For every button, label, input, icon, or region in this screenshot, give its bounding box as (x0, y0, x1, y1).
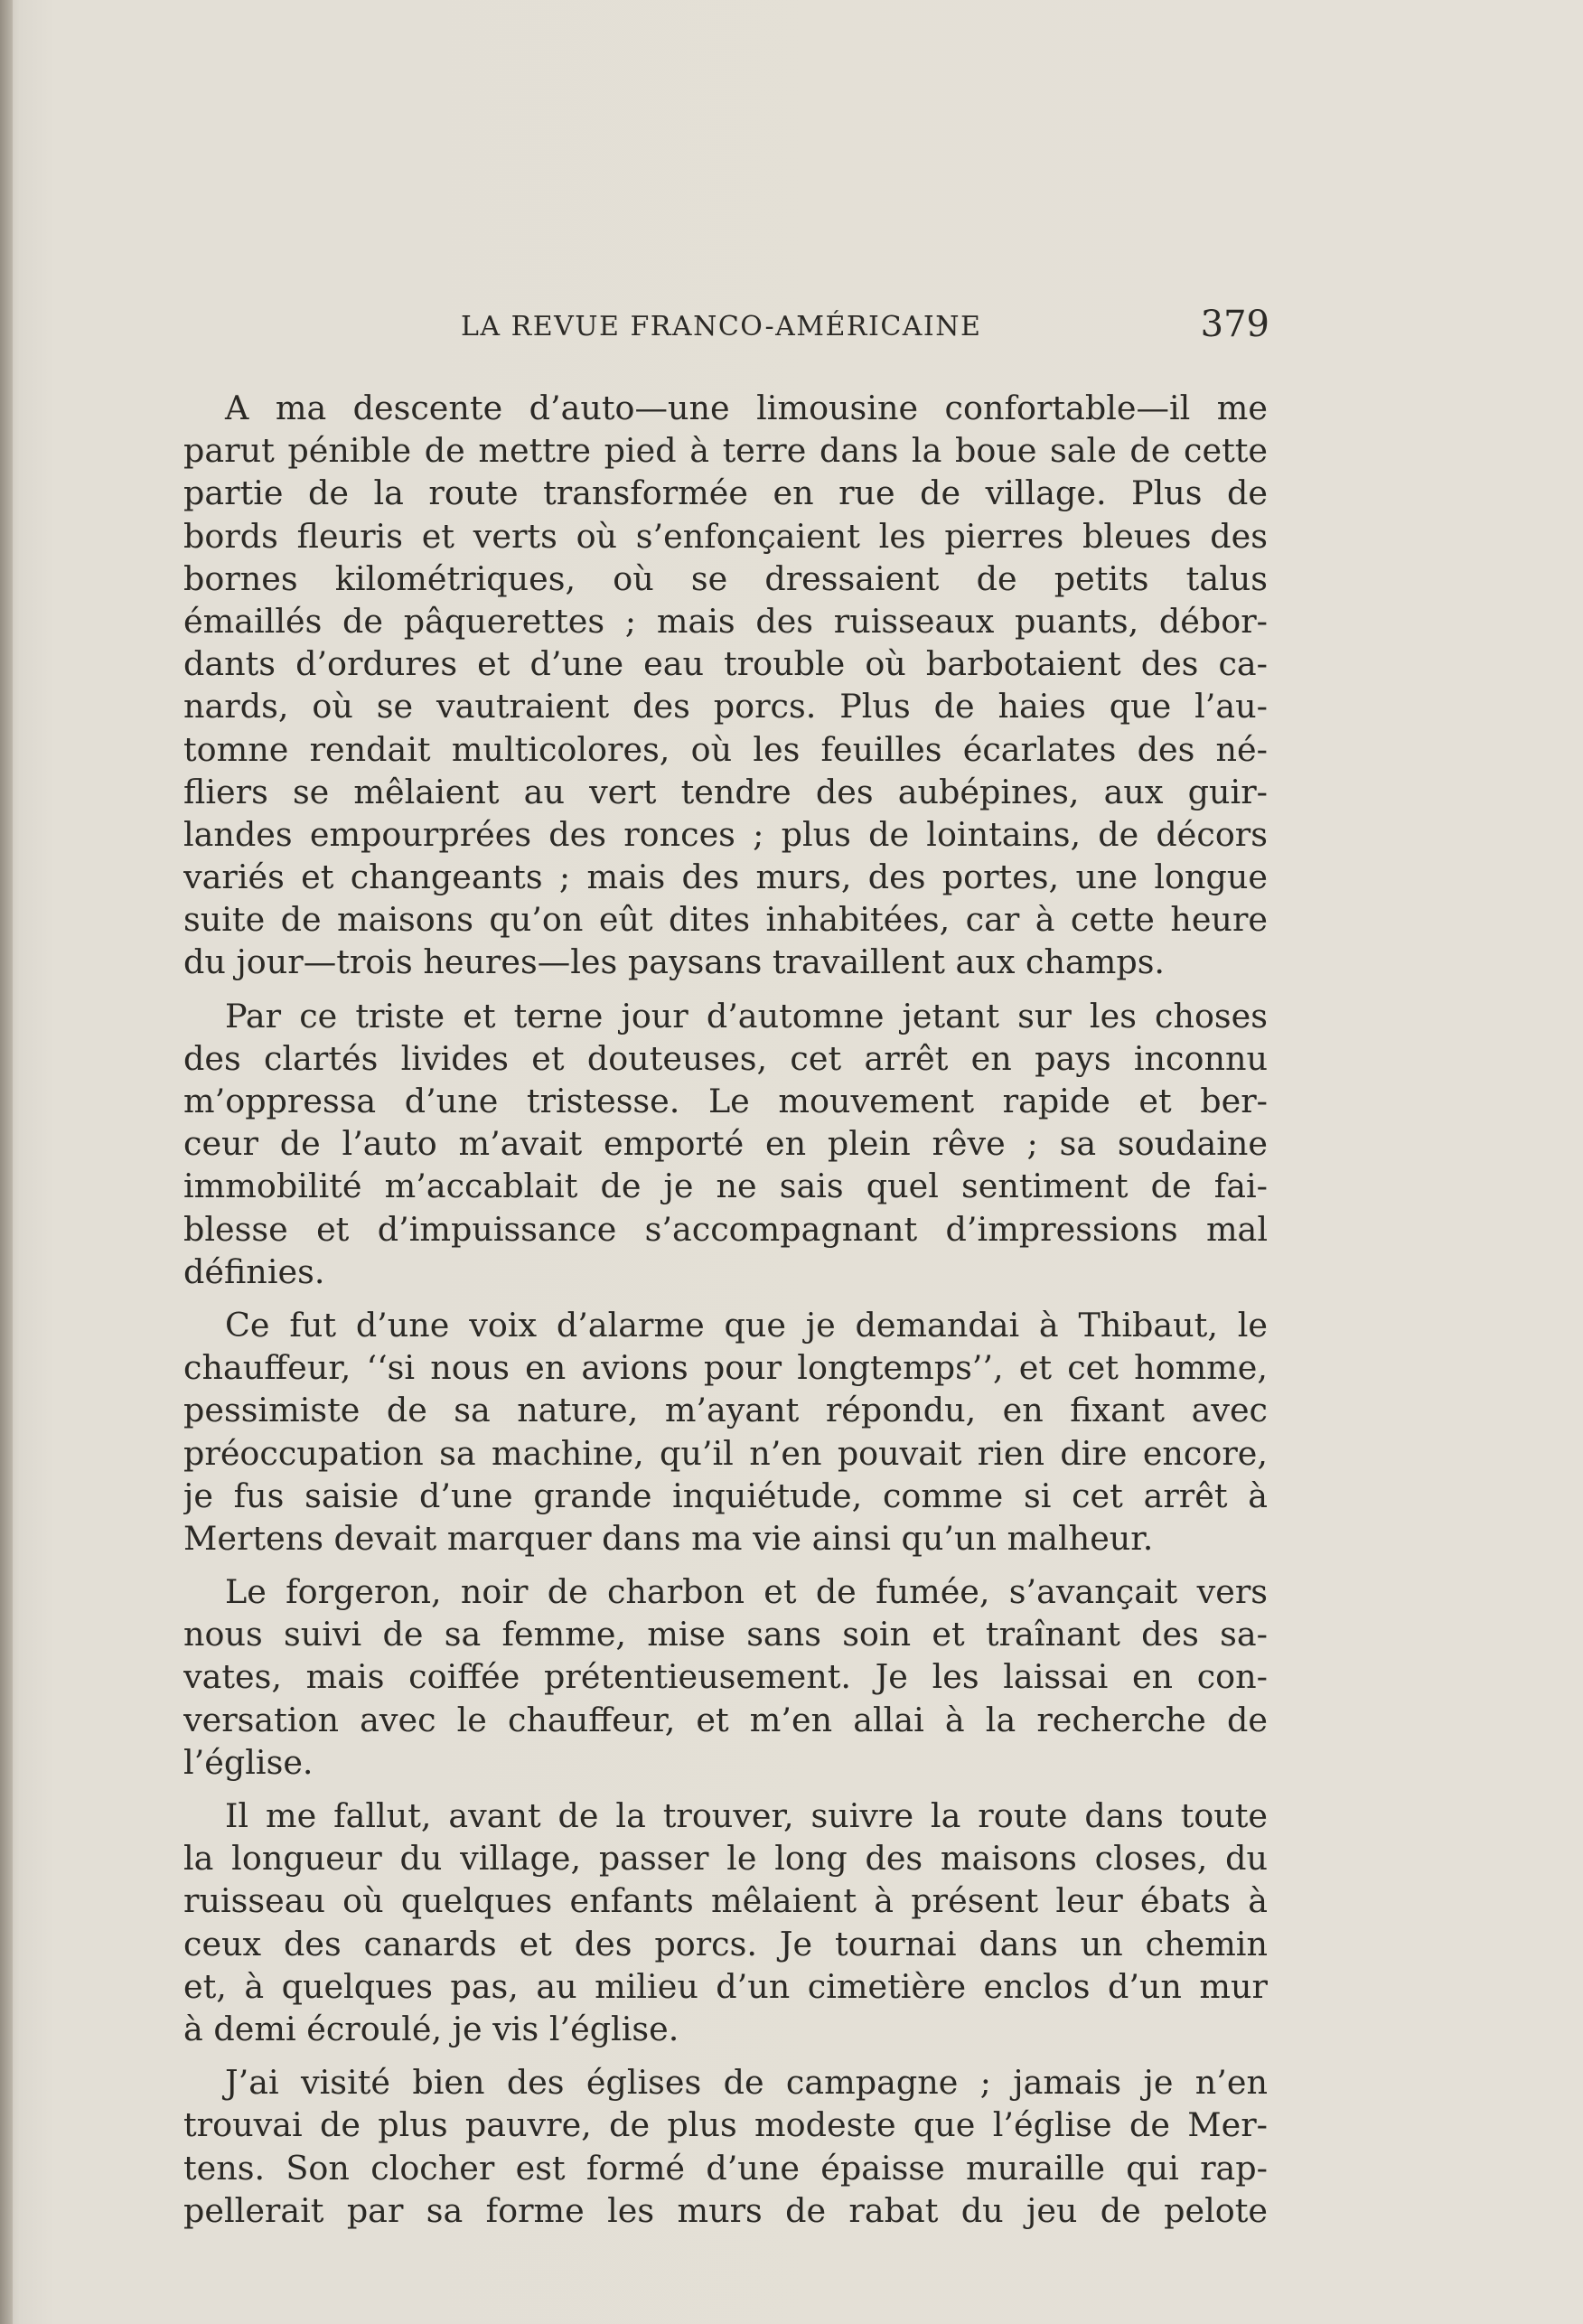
text-line: Ce fut d’une voix d’alarme que je demandai à Thibaut, le (225, 1305, 1268, 1345)
text-line: la longueur du village, passer le long des maisons closes, du (183, 1839, 1268, 1879)
text-line: ceur de l’auto m’avait emporté en plein rêve ; sa soudaine (183, 1124, 1268, 1164)
paragraph (183, 2061, 1268, 2232)
text-line: partie de la route transformée en rue de village. Plus de (183, 473, 1268, 513)
text-line: J’ai visité bien des églises de campagne ; jamais je n’en (225, 2063, 1268, 2103)
text-line: landes empourprées des ronces ; plus de lointains, de décors (183, 814, 1268, 854)
running-head (185, 304, 1269, 356)
text-line: Le forgeron, noir de charbon et de fumée, s’avançait vers (225, 1572, 1268, 1612)
text-line: blesse et d’impuissance s’accompagnant d’impressions mal (183, 1209, 1268, 1249)
text-line: chauffeur, ‘‘si nous en avions pour longtemps’’, et cet homme, (183, 1348, 1268, 1388)
text-line: tomne rendait multicolores, où les feuilles écarlates des né- (183, 729, 1268, 769)
paragraph (183, 387, 1268, 984)
text-line: définies. (183, 1251, 325, 1291)
page-number: 379 (1200, 304, 1269, 345)
text-line: préoccupation sa machine, qu’il n’en pouvait rien dire encore, (183, 1433, 1268, 1473)
text-line: bords fleuris et verts où s’enfonçaient les pierres bleues des (183, 516, 1268, 556)
text-line: je fus saisie d’une grande inquiétude, comme si cet arrêt à (183, 1476, 1268, 1515)
binding-edge (0, 0, 13, 2324)
text-line: fliers se mêlaient au vert tendre des aubépines, aux guir- (183, 772, 1268, 811)
article-body (183, 387, 1268, 2243)
text-line: l’église. (183, 1742, 314, 1782)
text-line: vates, mais coiffée prétentieusement. Je les laissai en con- (183, 1657, 1268, 1697)
text-line: Il me fallut, avant de la trouver, suivre la route dans toute (225, 1796, 1268, 1835)
text-line: des clartés livides et douteuses, cet arrêt en pays inconnu (183, 1038, 1268, 1078)
text-line: pellerait par sa forme les murs de rabat du jeu de pelote (183, 2190, 1268, 2230)
paragraph (183, 1570, 1268, 1784)
text-line: trouvai de plus pauvre, de plus modeste que l’église de Mer- (183, 2105, 1268, 2145)
text-line: pessimiste de sa nature, m’ayant répondu, en fixant avec (183, 1391, 1268, 1430)
text-line: immobilité m’accablait de je ne sais quel sentiment de fai- (183, 1167, 1268, 1206)
text-line: parut pénible de mettre pied à terre dans la boue sale de cette (183, 431, 1268, 471)
text-line: ruisseau où quelques enfants mêlaient à présent leur ébats à (183, 1881, 1268, 1921)
text-line: suite de maisons qu’on eût dites inhabitées, car à cette heure (183, 900, 1268, 940)
journal-title: LA REVUE FRANCO-AMÉRICAINE (461, 311, 982, 342)
text-line: ceux des canards et des porcs. Je tournai dans un chemin (183, 1924, 1268, 1963)
text-line: tens. Son clocher est formé d’une épaisse muraille qui rap- (183, 2148, 1268, 2188)
text-line: A ma descente d’auto—une limousine confortable—il me (225, 389, 1268, 427)
text-line: du jour—trois heures—les paysans travaillent aux champs. (183, 942, 1166, 982)
text-line: à demi écroulé, je vis l’église. (183, 2009, 679, 2048)
text-line: variés et changeants ; mais des murs, des portes, une longue (183, 857, 1268, 897)
text-line: Mertens devait marquer dans ma vie ainsi qu’un malheur. (183, 1518, 1154, 1558)
text-line: versation avec le chauffeur, et m’en allai à la recherche de (183, 1700, 1268, 1739)
paragraph (183, 995, 1268, 1293)
text-line: nards, où se vautraient des porcs. Plus de haies que l’au- (183, 687, 1268, 726)
text-line: dants d’ordures et d’une eau trouble où barbotaient des ca- (183, 644, 1268, 684)
text-line: émaillés de pâquerettes ; mais des ruisseaux puants, débor- (183, 601, 1268, 641)
text-line: et, à quelques pas, au milieu d’un cimetière enclos d’un mur (183, 1966, 1268, 2006)
text-line: bornes kilométriques, où se dressaient de petits talus (183, 558, 1268, 598)
text-line: m’oppressa d’une tristesse. Le mouvement rapide et ber- (183, 1082, 1268, 1120)
paragraph (183, 1304, 1268, 1560)
text-line: nous suivi de sa femme, mise sans soin et traînant des sa- (183, 1615, 1268, 1654)
text-line: Par ce triste et terne jour d’automne jetant sur les choses (225, 996, 1268, 1035)
paragraph (183, 1795, 1268, 2050)
